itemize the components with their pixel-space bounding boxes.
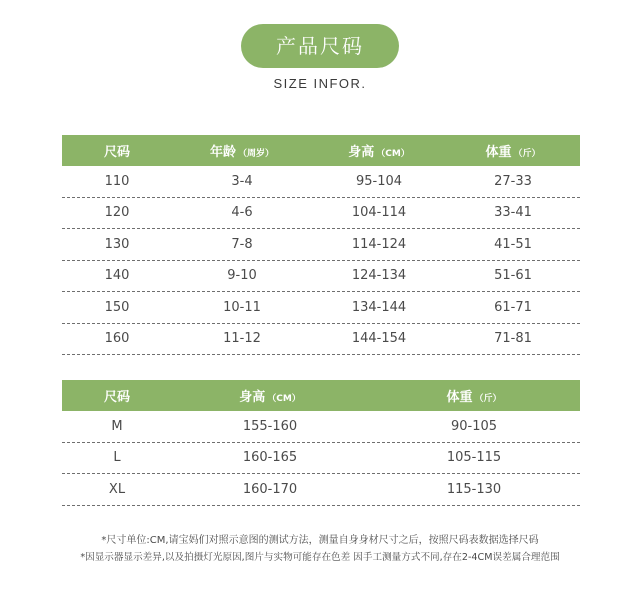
cell-weight: 61-71: [494, 299, 532, 315]
cell-height: 134-144: [351, 299, 407, 315]
header-height: 身高 （CM）: [239, 390, 301, 405]
cell-weight: 41-51: [494, 236, 532, 252]
header-weight-unit: （斤）: [474, 394, 502, 404]
header-height-unit: （CM）: [376, 149, 410, 159]
cell-height: 95-104: [355, 173, 403, 189]
cell-size: 140: [104, 268, 130, 284]
cell-age: 11-12: [223, 331, 261, 347]
note-measurement: *尺寸单位:CM,请宝妈们对照示意图的测试方法，测量自身身材尺寸之后，按照尺码表数据选择尺码: [101, 535, 539, 546]
table-header: [62, 135, 580, 166]
cell-age: 3-4: [231, 173, 253, 189]
cell-weight: 105-115: [446, 450, 502, 466]
cell-size: 130: [104, 236, 130, 252]
header-age: 年龄 （周岁）: [209, 145, 275, 160]
cell-weight: 51-61: [494, 268, 532, 284]
note-color-difference: *因显示器显示差异,以及拍摄灯光原因,图片与实物可能存在色差 因手工测量方式不同,存在2-4CM误差属合理范围: [80, 552, 560, 563]
table-row: [62, 166, 580, 198]
cell-height: 114-124: [351, 236, 407, 252]
cell-height: 144-154: [351, 331, 407, 347]
cell-height: 155-160: [242, 418, 298, 434]
cell-size: L: [113, 450, 121, 466]
table-row: [62, 324, 580, 356]
cell-height: 124-134: [351, 268, 407, 284]
header-weight: 体重 （斤）: [485, 145, 541, 160]
table-row: [62, 198, 580, 230]
cell-weight: 27-33: [494, 173, 532, 189]
size-table-adult: [62, 380, 580, 506]
table-row: [62, 443, 580, 475]
table-row: [62, 474, 580, 506]
table-row: [62, 261, 580, 293]
cell-age: 10-11: [223, 299, 261, 315]
cell-age: 9-10: [227, 268, 257, 284]
table-header: [62, 380, 580, 411]
size-table-kids: [62, 135, 580, 355]
cell-height: 160-170: [242, 481, 298, 497]
cell-size: XL: [108, 481, 126, 497]
header-size: 尺码: [103, 145, 130, 160]
page-subtitle: SIZE INFOR.: [273, 76, 367, 91]
cell-weight: 33-41: [494, 205, 532, 221]
cell-age: 7-8: [231, 236, 253, 252]
table-row: [62, 411, 580, 443]
table-row: [62, 229, 580, 261]
cell-size: 160: [104, 331, 130, 347]
cell-height: 104-114: [351, 205, 407, 221]
header-weight-unit: （斤）: [513, 149, 541, 159]
cell-weight: 90-105: [450, 418, 498, 434]
cell-size: 150: [104, 299, 130, 315]
header-age-unit: （周岁）: [238, 149, 275, 159]
table-row: [62, 292, 580, 324]
cell-size: 110: [104, 173, 130, 189]
cell-height: 160-165: [242, 450, 298, 466]
cell-weight: 115-130: [446, 481, 502, 497]
cell-age: 4-6: [231, 205, 253, 221]
header-size: 尺码: [103, 390, 130, 405]
cell-size: 120: [104, 205, 130, 221]
header-height: 身高 （CM）: [348, 145, 410, 160]
header-weight: 体重 （斤）: [446, 390, 502, 405]
cell-weight: 71-81: [494, 331, 532, 347]
page-title: 产品尺码: [241, 24, 399, 68]
cell-size: M: [111, 418, 123, 434]
header-height-unit: （CM）: [267, 394, 301, 404]
